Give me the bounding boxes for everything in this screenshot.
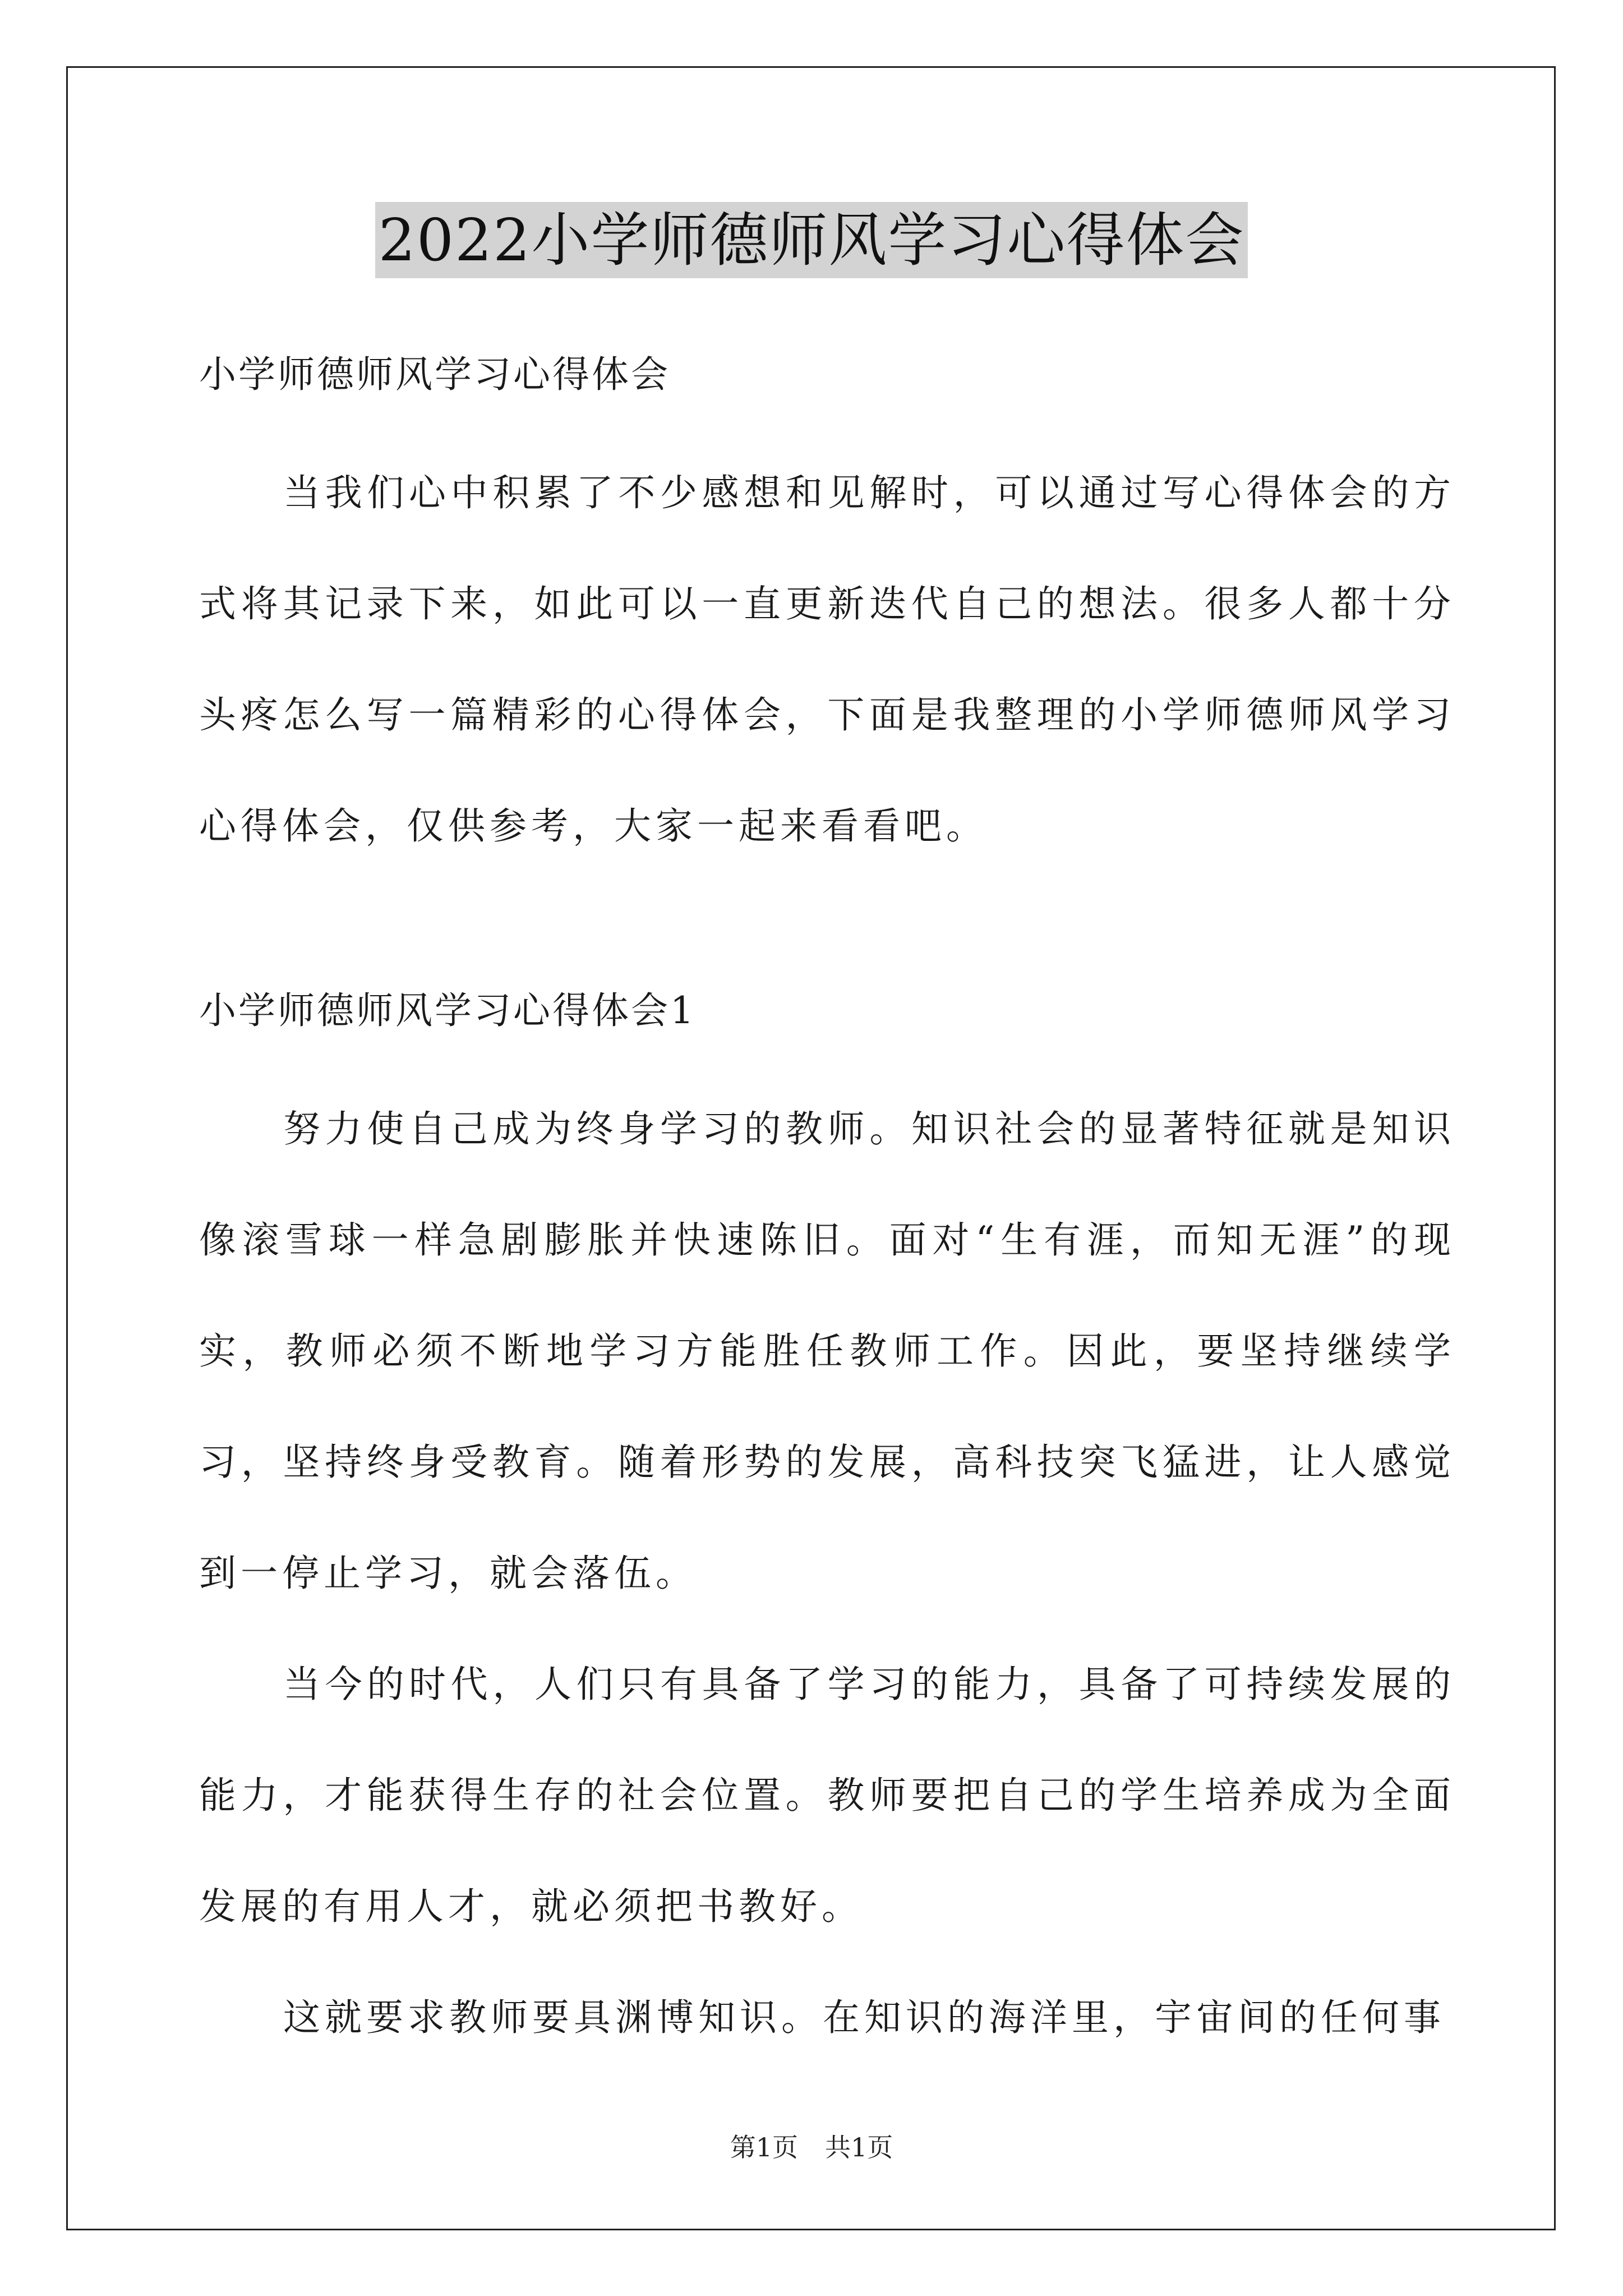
page-total: 共1页 <box>825 2132 893 2162</box>
body-paragraph: 这就要求教师要具渊博知识。在知识的海洋里，宇宙间的任何事 <box>283 1996 1445 2039</box>
title-container <box>0 202 1623 278</box>
intro-paragraph: 当我们心中积累了不少感想和见解时，可以通过写心得体会的方式将其记录下来，如此可以一直更新迭代自己的想法。很多人都十分头疼怎么写一篇精彩的心得体会，下面是我整理的小学师德师风学习心得体会，仅供参考，大家一起来看看吧。 <box>199 471 1455 848</box>
page-footer <box>0 2131 1623 2164</box>
page-number: 第1页 <box>730 2132 798 2162</box>
body-paragraph: 努力使自己成为终身学习的教师。知识社会的显著特征就是知识像滚雪球一样急剧膨胀并快速陈旧。面对“生有涯，而知无涯”的现实，教师必须不断地学习方能胜任教师工作。因此，要坚持继续学习，坚持终身受教育。随着形势的发展，高科技突飞猛进，让人感觉到一停止学习，就会落伍。 <box>199 1107 1455 1595</box>
section1-body <box>199 1074 1455 2073</box>
intro-paragraph-block <box>199 438 1455 882</box>
document-title: 2022小学师德师风学习心得体会 <box>375 202 1248 278</box>
section-heading: 小学师德师风学习心得体会1 <box>199 989 696 1032</box>
subtitle: 小学师德师风学习心得体会 <box>199 353 670 396</box>
intro-block <box>199 341 1455 408</box>
body-paragraph: 当今的时代，人们只有具备了学习的能力，具备了可持续发展的能力，才能获得生存的社会位置。教师要把自己的学生培养成为全面发展的有用人才，就必须把书教好。 <box>199 1663 1455 1928</box>
section1-heading-block <box>199 977 1455 1045</box>
